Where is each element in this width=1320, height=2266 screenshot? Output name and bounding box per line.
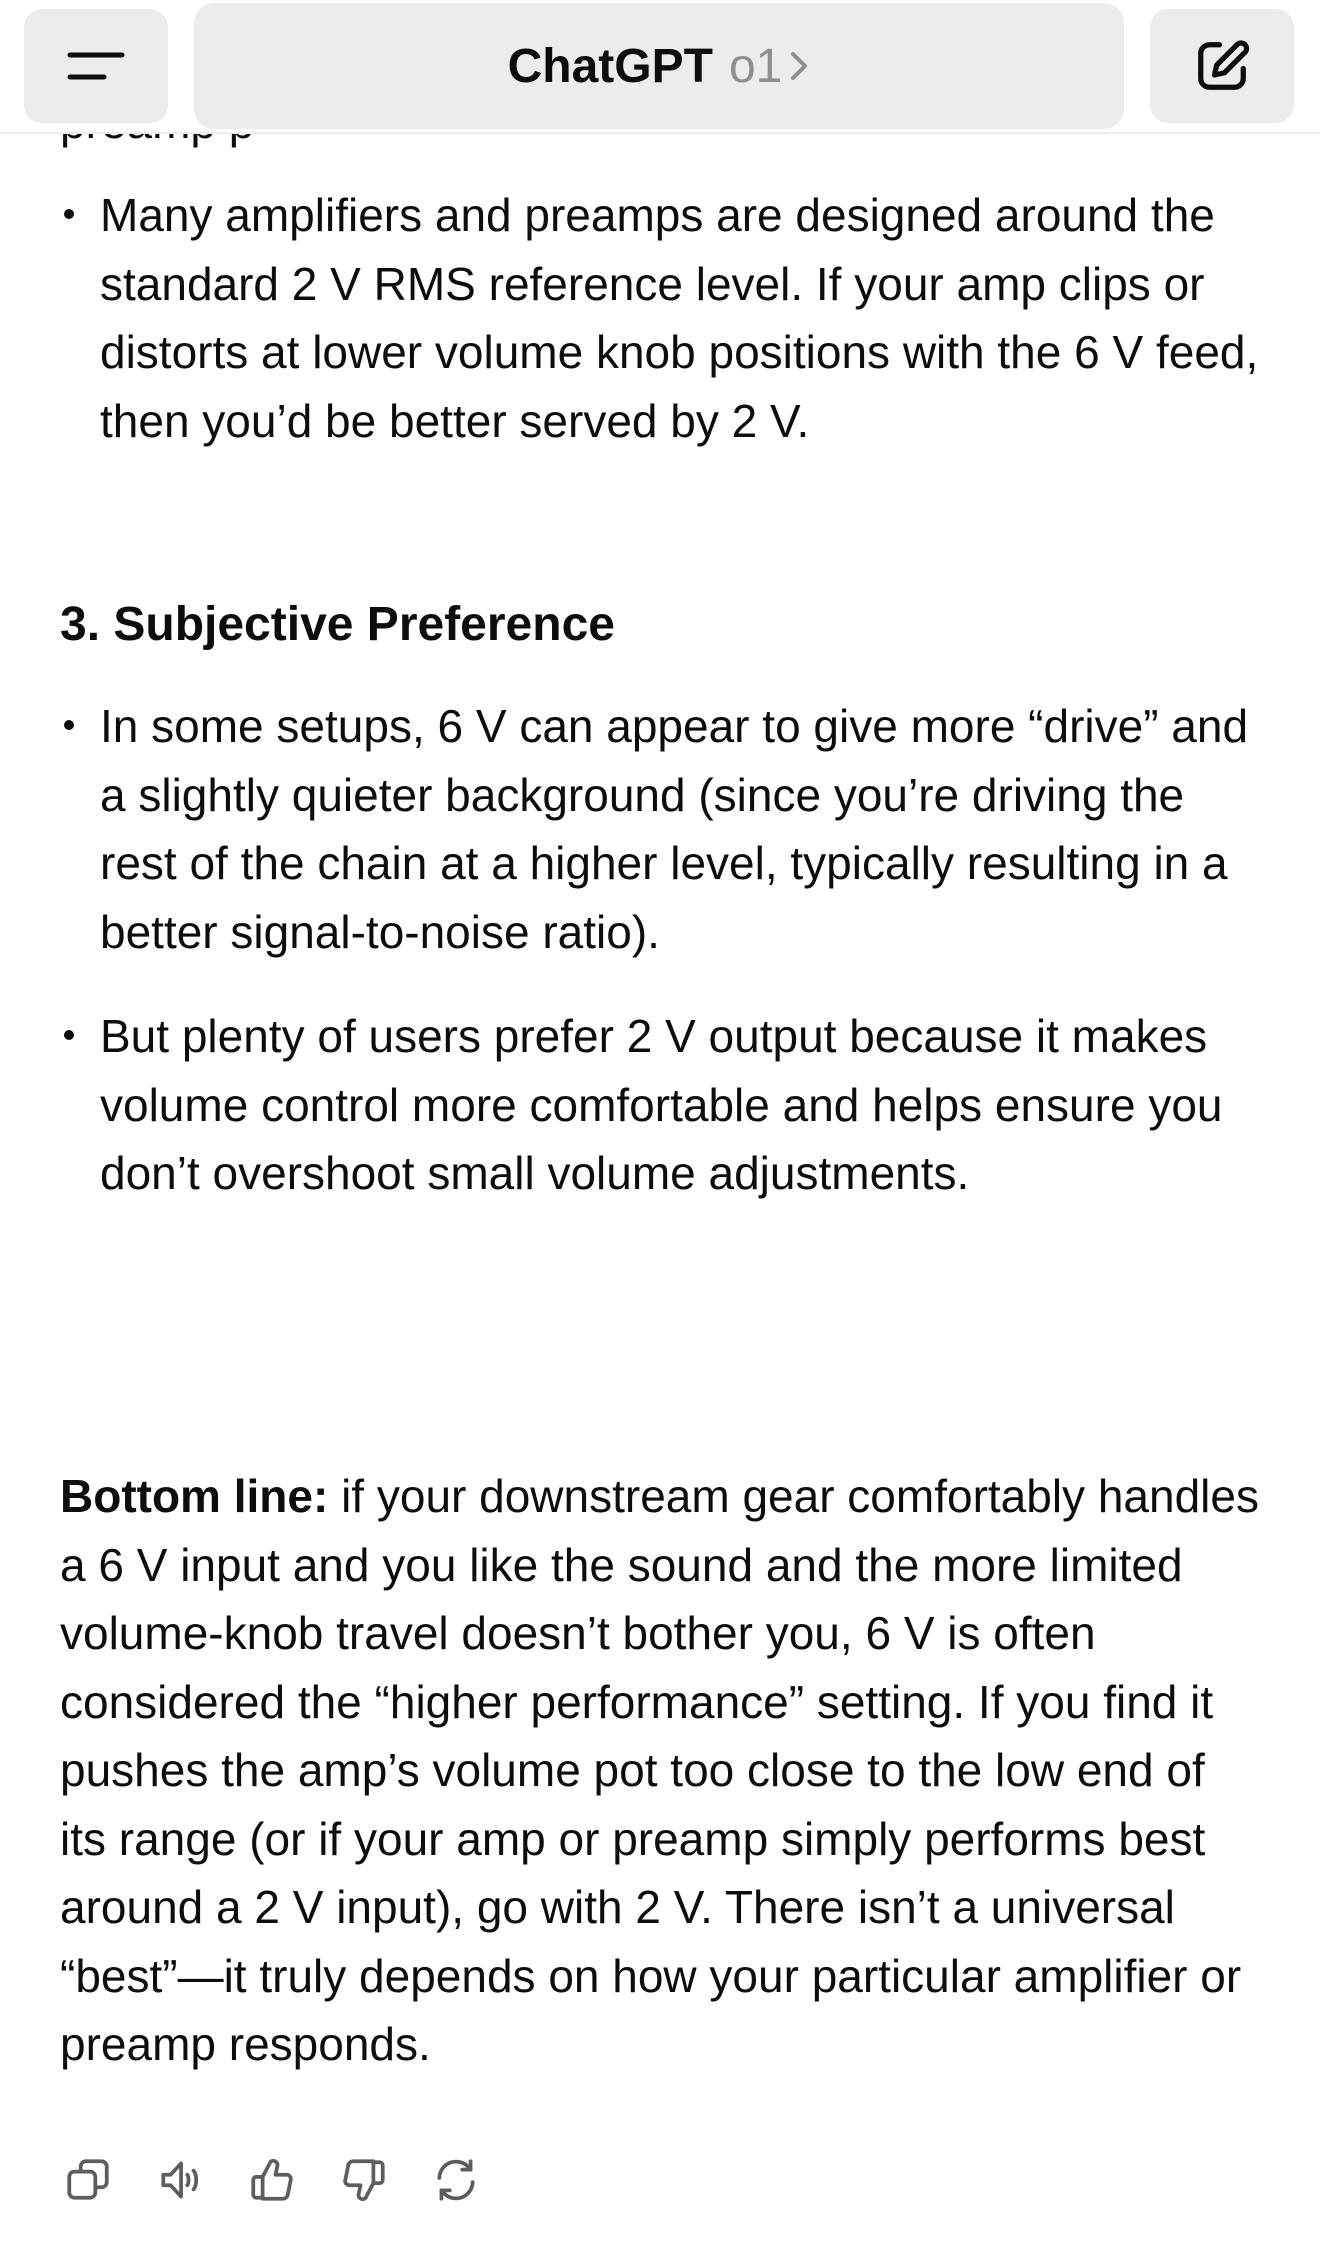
conclusion-paragraph bbox=[60, 1462, 1260, 2079]
bullet-icon bbox=[64, 209, 74, 219]
model-name: o1 bbox=[728, 39, 783, 93]
thumbs-down-button[interactable] bbox=[336, 2152, 392, 2208]
regenerate-button[interactable] bbox=[428, 2152, 484, 2208]
list-item bbox=[0, 1002, 1260, 1208]
bullet-icon bbox=[64, 1030, 74, 1040]
list-item bbox=[0, 692, 1260, 966]
chevron-right-icon bbox=[788, 49, 810, 83]
list-item-text: But plenty of users prefer 2 V output because it makes volume control more comfortable and helps ensure you don’t overshoot small volume adjustments. bbox=[100, 1010, 1223, 1199]
bottom-line-text: if your downstream gear comfortably handles a 6 V input and you like the sound and the more limited volume-knob travel doesn’t bother you, 6 V is often considered the “higher performance” setting. If you find it pushes the amp’s volume pot too close to the low end of its range (or if your amp or preamp simply performs best around a 2 V input), go with 2 V. There isn’t a universal “best”—it truly depends on how your particular amplifier or preamp responds. bbox=[60, 1470, 1259, 2070]
bullet-icon bbox=[64, 720, 74, 730]
top-bar bbox=[0, 0, 1320, 134]
hamburger-icon bbox=[66, 46, 126, 86]
list-item-text: In some setups, 6 V can appear to give more “drive” and a slightly quieter background (since you’re driving the rest of the chain at a higher level, typically resulting in a better signal-to-noise ratio). bbox=[100, 700, 1249, 958]
compose-icon bbox=[1192, 36, 1252, 96]
section-heading: 3. Subjective Preference bbox=[60, 598, 615, 651]
message-actions bbox=[60, 2152, 520, 2208]
app-title: ChatGPT bbox=[507, 39, 713, 93]
thumbs-up-icon bbox=[247, 2155, 297, 2205]
new-chat-button[interactable] bbox=[1150, 9, 1294, 123]
copy-icon bbox=[63, 2155, 113, 2205]
bottom-line-label: Bottom line: bbox=[60, 1470, 329, 1522]
speaker-icon bbox=[155, 2155, 205, 2205]
copy-button[interactable] bbox=[60, 2152, 116, 2208]
menu-button[interactable] bbox=[24, 9, 168, 123]
bullet-list bbox=[0, 692, 1260, 1208]
read-aloud-button[interactable] bbox=[152, 2152, 208, 2208]
list-item bbox=[0, 181, 1260, 455]
bullet-list bbox=[0, 181, 1260, 455]
model-selector[interactable] bbox=[194, 3, 1124, 129]
regenerate-icon bbox=[431, 2155, 481, 2205]
thumbs-up-button[interactable] bbox=[244, 2152, 300, 2208]
list-item-text: Many amplifiers and preamps are designed around the standard 2 V RMS reference level. If your amp clips or distorts at lower volume knob positions with the 6 V feed, then you’d be better served by 2 V. bbox=[100, 189, 1259, 447]
thumbs-down-icon bbox=[339, 2155, 389, 2205]
